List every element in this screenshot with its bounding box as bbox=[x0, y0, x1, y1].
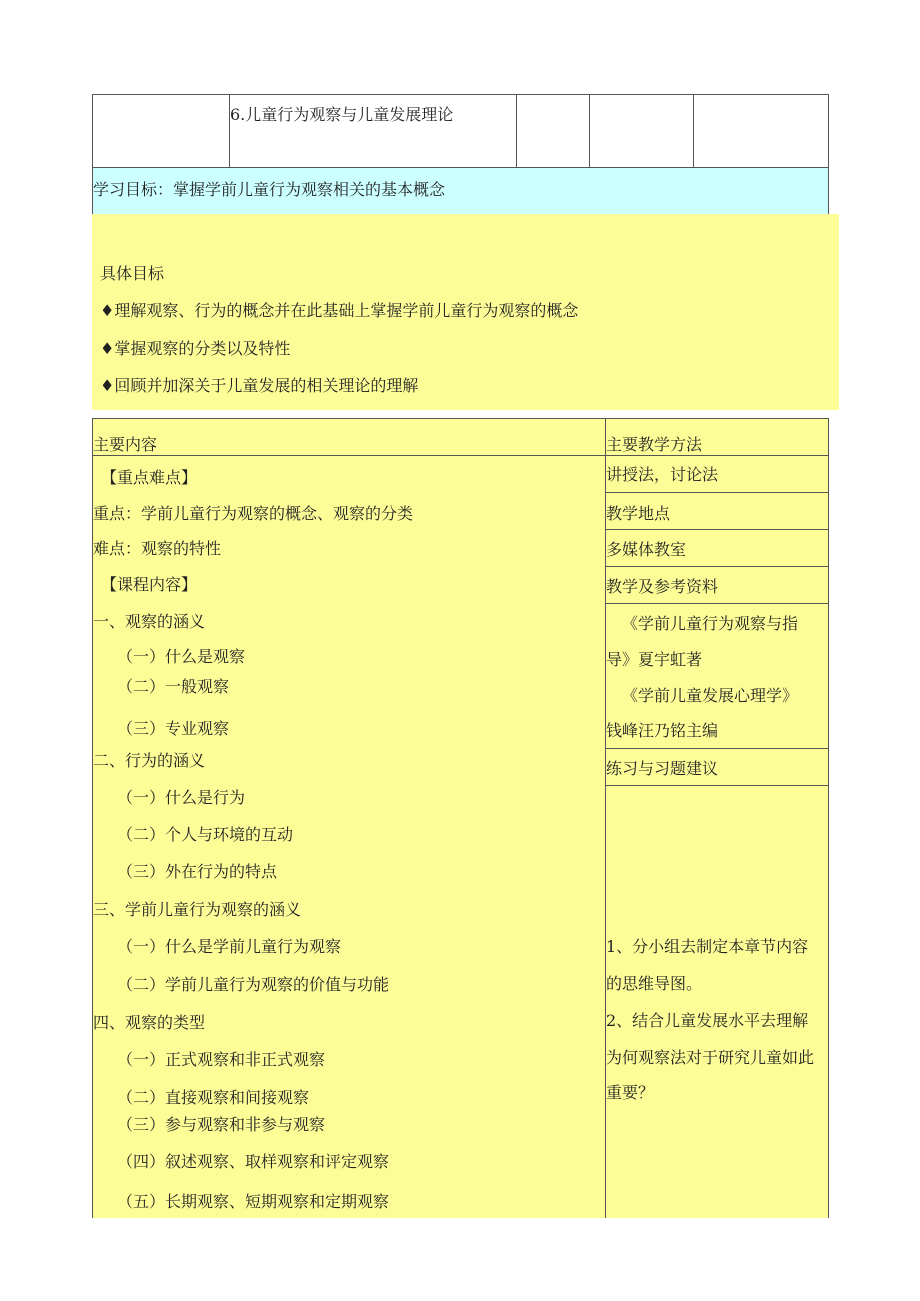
header-cell-title bbox=[229, 94, 517, 168]
content-line: （三）外在行为的特点 bbox=[117, 862, 278, 881]
reference-line: 导》夏宇虹著 bbox=[606, 650, 703, 669]
exercise-line: 的思维导图。 bbox=[606, 974, 703, 993]
content-line: （四）叙述观察、取样观察和评定观察 bbox=[117, 1152, 390, 1171]
content-line: （一）正式观察和非正式观察 bbox=[117, 1050, 326, 1069]
exercise-line: 为何观察法对于研究儿童如此 bbox=[606, 1048, 815, 1067]
header-cell-4 bbox=[589, 94, 694, 168]
references-header: 教学及参考资料 bbox=[606, 577, 719, 596]
location-value: 多媒体教室 bbox=[606, 540, 687, 559]
location-value-cell bbox=[605, 529, 829, 567]
goal-item: ♦回顾并加深关于儿童发展的相关理论的理解 bbox=[100, 376, 419, 395]
method-header-cell bbox=[605, 418, 829, 456]
exercise-line: 2、结合儿童发展水平去理解 bbox=[606, 1011, 809, 1030]
reference-line: 钱峰汪乃铭主编 bbox=[606, 721, 719, 740]
content-line: 重点：学前儿童行为观察的概念、观察的分类 bbox=[93, 504, 414, 523]
main-content-cell bbox=[92, 418, 606, 1218]
method-value: 讲授法，讨论法 bbox=[606, 465, 719, 484]
reference-line: 《学前儿童发展心理学》 bbox=[622, 686, 799, 705]
main-content-header-divider bbox=[93, 455, 605, 456]
content-line: 一、观察的涵义 bbox=[93, 612, 206, 631]
exercise-line: 1、分小组去制定本章节内容 bbox=[606, 937, 809, 956]
content-line: （一）什么是观察 bbox=[117, 647, 246, 666]
exercise-value-cell bbox=[605, 785, 829, 1218]
specific-goals-heading: 具体目标 bbox=[100, 264, 165, 283]
content-line: （三）专业观察 bbox=[117, 719, 230, 738]
content-line: 四、观察的类型 bbox=[93, 1013, 206, 1032]
content-line: （一）什么是行为 bbox=[117, 788, 246, 807]
content-line: 【课程内容】 bbox=[101, 575, 198, 594]
header-cell-3 bbox=[516, 94, 590, 168]
exercise-header: 练习与习题建议 bbox=[606, 759, 719, 778]
exercise-header-cell bbox=[605, 748, 829, 786]
content-line: （二）一般观察 bbox=[117, 677, 230, 696]
content-line: （一）什么是学前儿童行为观察 bbox=[117, 937, 342, 956]
content-line: 二、行为的涵义 bbox=[93, 751, 206, 770]
content-line: （五）长期观察、短期观察和定期观察 bbox=[117, 1192, 390, 1211]
references-value-cell bbox=[605, 603, 829, 749]
header-cell-1 bbox=[92, 94, 230, 168]
method-header: 主要教学方法 bbox=[606, 435, 703, 454]
method-value-cell bbox=[605, 455, 829, 493]
reference-line: 《学前儿童行为观察与指 bbox=[622, 614, 799, 633]
content-line: （三）参与观察和非参与观察 bbox=[117, 1115, 326, 1134]
main-content-header: 主要内容 bbox=[93, 435, 158, 454]
chapter-title: 6.儿童行为观察与儿童发展理论 bbox=[230, 105, 454, 124]
content-line: （二）学前儿童行为观察的价值与功能 bbox=[117, 975, 390, 994]
objective-text: 学习目标：掌握学前儿童行为观察相关的基本概念 bbox=[93, 180, 446, 199]
location-header: 教学地点 bbox=[606, 504, 671, 523]
goal-item: ♦掌握观察的分类以及特性 bbox=[100, 339, 291, 358]
content-line: 【重点难点】 bbox=[101, 468, 198, 487]
content-line: 三、学前儿童行为观察的涵义 bbox=[93, 900, 302, 919]
content-line: 难点：观察的特性 bbox=[93, 539, 222, 558]
header-cell-5 bbox=[693, 94, 829, 168]
references-header-cell bbox=[605, 566, 829, 604]
objective-band bbox=[92, 168, 829, 214]
content-line: （二）个人与环境的互动 bbox=[117, 825, 294, 844]
content-line: （二）直接观察和间接观察 bbox=[117, 1088, 310, 1107]
goal-item: ♦理解观察、行为的概念并在此基础上掌握学前儿童行为观察的概念 bbox=[100, 301, 579, 320]
specific-goals-block bbox=[92, 214, 839, 410]
exercise-line: 重要？ bbox=[606, 1083, 655, 1102]
location-header-cell bbox=[605, 492, 829, 530]
